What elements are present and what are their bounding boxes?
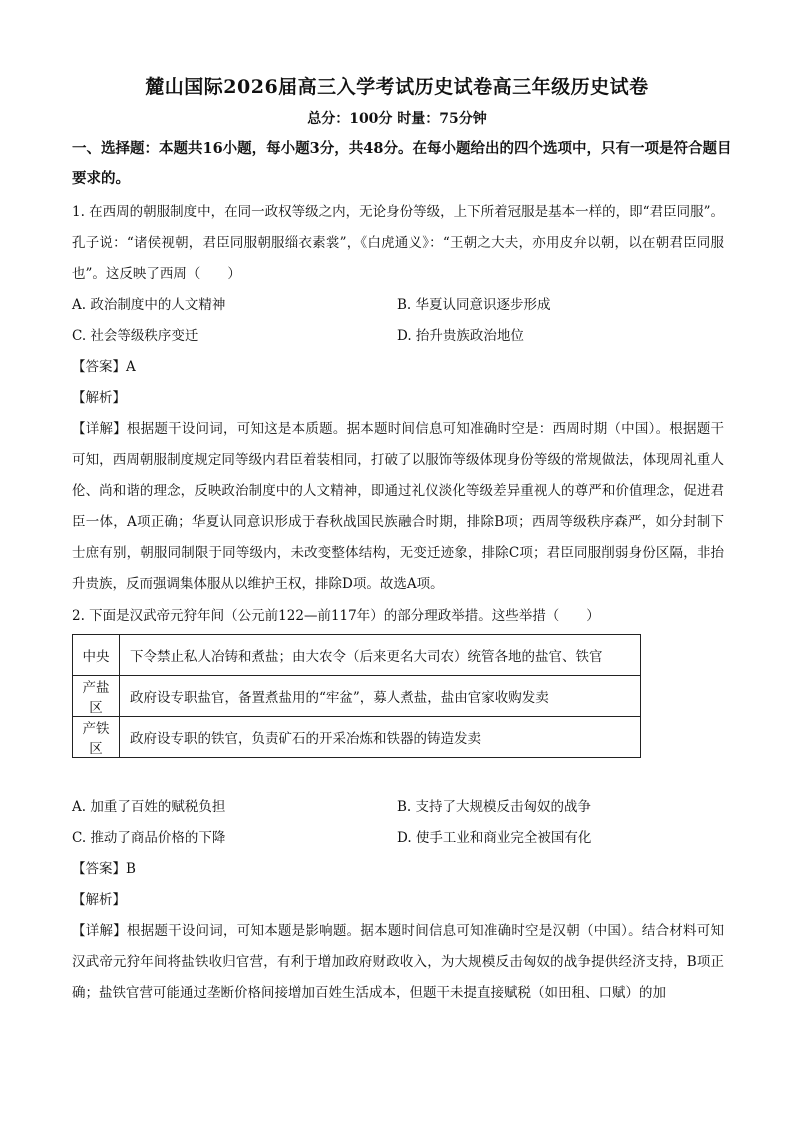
table-row (73, 635, 641, 676)
q1-answer: 【答案】A (72, 359, 136, 375)
table-cell-key: 产铁区 (73, 717, 120, 758)
q2-option-c[interactable]: C. 推动了商品价格的下降 (72, 830, 226, 846)
q1-option-b[interactable]: B. 华夏认同意识逐步形成 (397, 297, 551, 313)
question-2-stem: 2. 下面是汉武帝元狩年间（公元前122—前117年）的部分理政举措。这些举措（ ） (72, 608, 600, 624)
table-cell-value: 下令禁止私人冶铸和煮盐；由大农令（后来更名大司农）统管各地的盐官、铁官 (120, 635, 641, 676)
q2-analysis-label: 【解析】 (72, 892, 126, 908)
table-cell-key: 产盐区 (73, 676, 120, 717)
q1-option-c[interactable]: C. 社会等级秩序变迁 (72, 328, 199, 344)
q2-option-b[interactable]: B. 支持了大规模反击匈奴的战争 (397, 799, 592, 815)
q1-option-a[interactable]: A. 政治制度中的人文精神 (72, 297, 226, 313)
exam-meta: 总分：100分 时量：75分钟 (307, 111, 487, 127)
q2-detail: 【详解】根据题干设问词，可知本题是影响题。据本题时间信息可知准确时空是汉朝（中国）。结合材料可知汉武帝元狩年间将盐铁收归官营，有利于增加政府财政收入，为大规模反击匈奴的战争提供经济支持，B项正确；盐铁官营可能通过垄断价格间接增加百姓生活成本，但题干未提直接赋税（如田租、口赋）的加 (72, 923, 724, 1001)
table-row (73, 717, 641, 758)
question-1-stem: 1. 在西周的朝服制度中，在同一政权等级之内，无论身份等级，上下所着冠服是基本一样的，即“君臣同服”。孔子说：“诸侯视朝，君臣同服朝服缁衣素裳”，《白虎通义》：“王朝之大夫，亦用皮弁以朝，以在朝君臣同服也”。这反映了西周（ ） (72, 204, 724, 282)
q2-answer: 【答案】B (72, 861, 136, 877)
q2-option-d[interactable]: D. 使手工业和商业完全被国有化 (397, 830, 592, 846)
q2-table (72, 634, 641, 758)
table-row (73, 676, 641, 717)
table-cell-value: 政府设专职的铁官，负责矿石的开采冶炼和铁器的铸造发卖 (120, 717, 641, 758)
table-cell-value: 政府设专职盐官，备置煮盐用的“牢盆”，募人煮盐，盐由官家收购发卖 (120, 676, 641, 717)
q2-option-a[interactable]: A. 加重了百姓的赋税负担 (72, 799, 226, 815)
section-heading: 一、选择题：本题共16小题，每小题3分，共48分。在每小题给出的四个选项中，只有一项是符合题目要求的。 (72, 140, 732, 187)
page-title: 麓山国际2026届高三入学考试历史试卷高三年级历史试卷 (145, 76, 649, 98)
q1-option-d[interactable]: D. 抬升贵族政治地位 (397, 328, 524, 344)
q1-detail: 【详解】根据题干设问词，可知这是本质题。据本题时间信息可知准确时空是：西周时期（中国）。根据题干可知，西周朝服制度规定同等级内君臣着装相同，打破了以服饰等级体现身份等级的常规做法，体现周礼重人伦、尚和谐的理念，反映政治制度中的人文精神，即通过礼仪淡化等级差异重视人的尊严和价值理念，促进君臣一体，A项正确；华夏认同意识形成于春秋战国民族融合时期，排除B项；西周等级秩序森严，如分封制下士庶有别，朝服同制限于同等级内，未改变整体结构，无变迁迹象，排除C项；君臣同服削弱身份区隔，非抬升贵族，反而强调集体服从以维护王权，排除D项。故选A项。 (72, 421, 724, 592)
table-cell-key: 中央 (73, 635, 120, 676)
q1-analysis-label: 【解析】 (72, 390, 126, 406)
